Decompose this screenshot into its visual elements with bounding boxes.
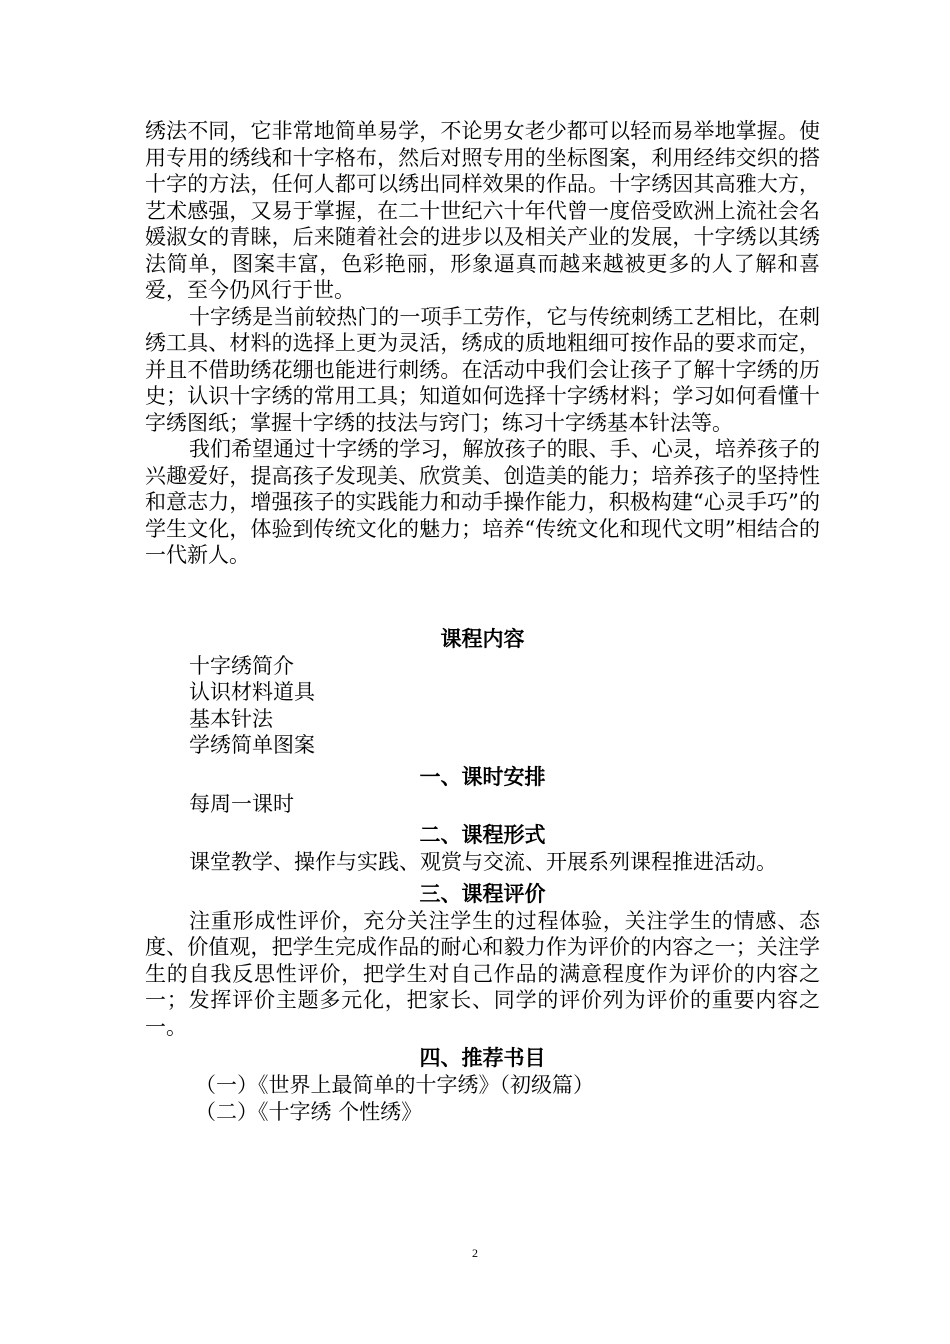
spacer xyxy=(145,569,820,611)
book-item: （二）《十字绣 个性绣》 xyxy=(195,1099,423,1124)
intro-paragraph-3: 我们希望通过十字绣的学习，解放孩子的眼、手、心灵，培养孩子的兴趣爱好，提高孩子发现美、欣赏美、创造美的能力；培养孩子的坚持性和意志力，增强孩子的实践能力和动手操作能力，积极构建“心灵手巧”的学生文化，体验到传统文化的魅力；培养“传统文化和现代文明”相结合的一代新人。 xyxy=(145,437,820,567)
section-1-title: 一、课时安排 xyxy=(419,763,546,789)
course-content-item: 学绣简单图案 xyxy=(189,733,315,757)
section-2-title: 二、课程形式 xyxy=(419,822,546,847)
course-content-title: 课程内容 xyxy=(440,625,525,651)
book-item: （一）《世界上最简单的十字绣》（初级篇） xyxy=(195,1073,594,1097)
intro-paragraph-2: 十字绣是当前较热门的一项手工劳作，它与传统刺绣工艺相比，在刺绣工具、材料的选择上更为灵活，绣成的质地粗细可按作品的要求而定，并且不借助绣花绷也能进行刺绣。在活动中我们会让孩子了解十字绣的历史；认识十字绣的常用工具；知道如何选择十字绣材料；学习如何看懂十字绣图纸；掌握十字绣的技法与窍门；练习十字绣基本针法等。 xyxy=(145,304,820,435)
course-content-item: 十字绣简介 xyxy=(189,653,294,678)
course-content-item: 认识材料道具 xyxy=(189,680,315,704)
intro-paragraph-1: 绣法不同，它非常地简单易学，不论男女老少都可以轻而易举地掌握。使用专用的绣线和十字格布，然后对照专用的坐标图案，利用经纬交织的搭十字的方法，任何人都可以绣出同样效果的作品。十字绣因其高雅大方，艺术感强，又易于掌握，在二十世纪六十年代曾一度倍受欧洲上流社会名媛淑女的青睐，后来随着社会的进步以及相关产业的发展，十字绣以其绣法简单，图案丰富，色彩艳丽，形象逼真而越来越被更多的人了解和喜爱，至今仍风行于世。 xyxy=(145,119,820,302)
section-3-text: 注重形成性评价，充分关注学生的过程体验，关注学生的情感、态度、价值观，把学生完成作品的耐心和毅力作为评价的内容之一；关注学生的自我反思性评价，把学生对自己作品的满意程度作为评价的内容之一；发挥评价主题多元化，把家长、同学的评价列为评价的重要内容之一。 xyxy=(145,908,820,1039)
section-1-text: 每周一课时 xyxy=(189,791,294,816)
section-4-title: 四、推荐书目 xyxy=(419,1045,546,1070)
section-3-title: 三、课程评价 xyxy=(419,880,546,906)
document-body xyxy=(145,118,820,1125)
page-number: 2 xyxy=(472,1246,478,1260)
course-content-item: 基本针法 xyxy=(189,706,273,731)
section-2-text: 课堂教学、操作与实践、观赏与交流、开展系列课程推进活动。 xyxy=(189,850,777,874)
